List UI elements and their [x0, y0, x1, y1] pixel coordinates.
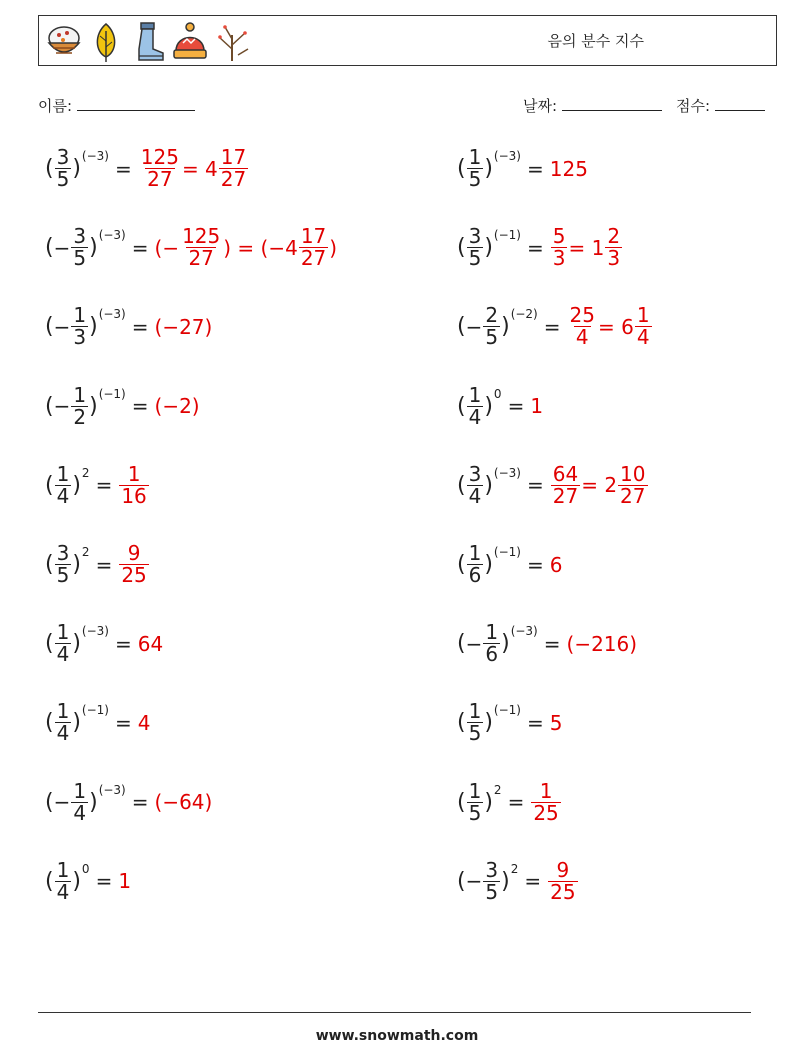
exponent: (−3) — [493, 149, 521, 163]
name-field[interactable] — [38, 95, 195, 116]
answer-text: = 1 — [568, 235, 605, 260]
open-paren: ( — [457, 314, 466, 340]
worksheet-title: 음의 분수 지수 — [547, 32, 644, 50]
equals-sign: = — [95, 552, 113, 577]
denominator: 27 — [552, 483, 579, 508]
exponent: (−1) — [493, 703, 521, 718]
problem — [457, 622, 637, 665]
answer — [567, 305, 653, 348]
equals-sign: = — [131, 790, 149, 815]
exponent: (−3) — [98, 228, 126, 243]
base-fraction — [71, 778, 88, 825]
denominator: 4 — [56, 642, 70, 667]
denominator: 5 — [56, 167, 70, 191]
problem — [45, 461, 150, 508]
answer — [155, 226, 338, 269]
open-paren: ( — [45, 472, 54, 498]
answer-text: (−64) — [154, 790, 213, 815]
answer — [118, 543, 149, 586]
close-paren: ) — [484, 789, 493, 815]
equals-sign: = — [526, 710, 544, 735]
equals-sign: = — [543, 314, 561, 339]
score-label: 점수: — [676, 97, 711, 115]
answer-fraction — [605, 226, 622, 269]
base-fraction — [467, 701, 484, 744]
problem — [457, 543, 562, 586]
denominator: 25 — [533, 800, 559, 825]
open-paren: ( — [457, 789, 466, 815]
answer-fraction — [551, 226, 568, 269]
branch-icon — [213, 21, 251, 63]
answer-fraction — [119, 543, 148, 586]
close-paren: ) — [501, 868, 510, 894]
numerator: 1 — [468, 382, 482, 407]
basket-icon — [45, 21, 83, 63]
denominator: 5 — [73, 246, 87, 271]
denominator: 5 — [485, 879, 499, 904]
footer-divider — [38, 1012, 751, 1013]
denominator: 27 — [188, 246, 214, 271]
exponent: (−3) — [98, 307, 126, 322]
close-paren: ) — [72, 868, 81, 894]
numerator: 125 — [140, 145, 179, 169]
base-fraction — [55, 461, 72, 508]
exponent: 2 — [493, 782, 502, 797]
answer — [155, 394, 200, 418]
base-fraction — [483, 857, 500, 904]
close-paren: ) — [89, 789, 98, 815]
answer-fraction — [618, 461, 647, 508]
answer-text: 6 — [549, 552, 563, 577]
exponent: (−1) — [493, 228, 521, 243]
base-fraction — [467, 778, 484, 825]
equals-sign: = — [543, 631, 561, 656]
equals-sign: = — [507, 790, 525, 815]
answer-text: 64 — [137, 631, 164, 656]
numerator: 1 — [468, 145, 482, 169]
base-fraction — [467, 226, 484, 269]
footer-url: www.snowmath.com — [315, 1028, 479, 1044]
open-paren: ( — [45, 393, 54, 419]
open-paren: ( — [457, 156, 466, 181]
open-paren: ( — [45, 552, 54, 577]
close-paren: ) — [89, 314, 98, 340]
equals-sign: = — [526, 473, 544, 498]
close-paren: ) — [484, 393, 493, 419]
date-field[interactable] — [523, 95, 662, 116]
numerator: 1 — [468, 778, 482, 803]
numerator: 1 — [73, 303, 87, 328]
denominator: 5 — [468, 246, 482, 271]
score-field[interactable] — [676, 95, 765, 116]
numerator: 17 — [300, 224, 327, 249]
base-fraction — [483, 622, 500, 665]
answer-fraction — [531, 778, 560, 825]
close-paren: ) — [501, 314, 510, 340]
problem — [457, 461, 649, 508]
exponent: (−2) — [510, 307, 538, 322]
answer-fraction — [180, 226, 222, 269]
numerator: 5 — [552, 224, 566, 249]
base-fraction — [55, 147, 72, 190]
problem — [457, 778, 562, 825]
equals-sign: = — [95, 869, 113, 894]
answer — [138, 711, 151, 735]
minus-sign: − — [53, 314, 71, 339]
answer — [118, 461, 149, 508]
problem — [457, 147, 588, 190]
open-paren: ( — [457, 631, 466, 657]
answer-fraction — [299, 226, 328, 269]
numerator: 3 — [468, 224, 482, 249]
base-fraction — [55, 857, 72, 904]
equals-sign: = — [95, 473, 113, 498]
exponent: (−1) — [493, 545, 521, 559]
answer-text: = 6 — [597, 314, 634, 339]
base-fraction — [483, 305, 500, 348]
denominator: 5 — [468, 721, 482, 746]
answer — [567, 632, 638, 656]
name-label: 이름: — [38, 97, 73, 115]
close-paren: ) — [484, 710, 493, 736]
answer — [138, 147, 249, 190]
denominator: 27 — [220, 167, 247, 191]
equals-sign: = — [114, 631, 132, 656]
date-line[interactable] — [562, 96, 662, 111]
equals-sign: = — [131, 314, 149, 339]
close-paren: ) — [484, 472, 493, 498]
numerator: 2 — [607, 224, 621, 249]
close-paren: ) — [89, 393, 98, 419]
exponent: (−3) — [98, 782, 126, 797]
minus-sign: − — [53, 790, 71, 815]
close-paren: ) — [484, 235, 493, 261]
answer — [547, 857, 578, 904]
name-line[interactable] — [77, 96, 195, 111]
answer — [550, 226, 623, 269]
exponent: (−3) — [510, 624, 538, 639]
problem — [45, 622, 163, 665]
exponent: 2 — [81, 545, 90, 559]
answer — [155, 315, 213, 339]
numerator: 25 — [569, 303, 595, 328]
base-fraction — [55, 701, 72, 744]
denominator: 4 — [468, 483, 482, 508]
open-paren: ( — [45, 235, 54, 261]
denominator: 27 — [147, 167, 173, 191]
answer — [550, 461, 649, 508]
problem — [45, 857, 132, 904]
denominator: 16 — [121, 483, 147, 508]
close-paren: ) — [72, 631, 81, 657]
date-label: 날짜: — [523, 97, 558, 115]
denominator: 4 — [636, 325, 650, 350]
denominator: 6 — [485, 642, 499, 667]
equals-sign: = — [114, 156, 132, 181]
equals-sign: = — [131, 235, 149, 260]
answer — [118, 869, 131, 893]
numerator: 1 — [127, 461, 141, 486]
answer-text: = 2 — [581, 473, 618, 498]
denominator: 4 — [73, 800, 87, 825]
icon-strip — [45, 20, 251, 64]
denominator: 6 — [468, 563, 482, 587]
equals-sign: = — [524, 869, 542, 894]
minus-sign: − — [53, 235, 71, 260]
close-paren: ) — [89, 235, 98, 261]
close-paren: ) — [484, 156, 493, 181]
answer-fraction — [219, 147, 248, 190]
denominator: 4 — [575, 325, 589, 350]
answer — [550, 711, 563, 735]
base-fraction — [467, 543, 484, 586]
answer-text: (−216) — [566, 631, 638, 656]
minus-sign: − — [465, 631, 483, 656]
problem — [457, 701, 562, 744]
denominator: 25 — [121, 563, 147, 587]
equals-sign: = — [526, 235, 544, 260]
base-fraction — [71, 382, 88, 429]
answer-text: ) — [329, 235, 338, 260]
exponent: 0 — [493, 386, 502, 401]
answer-fraction — [119, 461, 148, 508]
base-fraction — [71, 226, 88, 269]
denominator: 27 — [620, 483, 646, 508]
open-paren: ( — [457, 710, 466, 736]
answer-text: (− — [154, 235, 180, 260]
numerator: 2 — [485, 303, 499, 328]
close-paren: ) — [72, 710, 81, 736]
equals-sign: = — [114, 710, 132, 735]
base-fraction — [467, 461, 484, 508]
denominator: 3 — [73, 325, 87, 350]
numerator: 3 — [468, 461, 482, 486]
numerator: 1 — [73, 382, 87, 407]
answer — [155, 790, 213, 814]
answer-text: 5 — [549, 710, 563, 735]
numerator: 1 — [468, 699, 482, 724]
numerator: 1 — [539, 778, 553, 803]
score-line[interactable] — [715, 96, 765, 111]
open-paren: ( — [457, 393, 466, 419]
open-paren: ( — [45, 156, 54, 181]
answer — [138, 632, 163, 656]
denominator: 4 — [56, 879, 70, 904]
base-fraction — [467, 382, 484, 429]
exponent: 0 — [81, 861, 90, 876]
answer-fraction — [548, 857, 577, 904]
denominator: 4 — [468, 404, 482, 429]
denominator: 3 — [552, 246, 566, 271]
close-paren: ) — [72, 472, 81, 498]
close-paren: ) — [501, 631, 510, 657]
exponent: (−1) — [98, 386, 126, 401]
equals-sign: = — [526, 156, 544, 181]
close-paren: ) — [72, 156, 81, 181]
answer-text: 4 — [137, 710, 151, 735]
leaf-icon — [87, 21, 125, 63]
problem — [457, 382, 544, 429]
exponent: (−1) — [81, 703, 109, 718]
numerator: 1 — [468, 541, 482, 565]
worksheet-header — [38, 15, 777, 66]
problem — [45, 701, 150, 744]
answer — [550, 157, 588, 181]
base-fraction — [467, 147, 484, 190]
answer-text: 125 — [549, 156, 588, 181]
numerator: 10 — [620, 461, 646, 486]
problem — [45, 147, 249, 190]
equals-sign: = — [131, 394, 149, 419]
numerator: 3 — [73, 224, 87, 249]
denominator: 3 — [607, 246, 621, 271]
open-paren: ( — [45, 789, 54, 815]
denominator: 2 — [73, 404, 87, 429]
numerator: 1 — [636, 303, 650, 328]
answer-text: (−2) — [154, 394, 200, 419]
numerator: 1 — [73, 778, 87, 803]
open-paren: ( — [457, 235, 466, 261]
numerator: 1 — [56, 699, 70, 724]
numerator: 64 — [552, 461, 579, 486]
exponent: (−3) — [81, 149, 109, 163]
numerator: 9 — [127, 541, 141, 565]
numerator: 1 — [485, 620, 499, 645]
open-paren: ( — [457, 472, 466, 498]
denominator: 5 — [468, 800, 482, 825]
minus-sign: − — [465, 314, 483, 339]
problem — [45, 382, 200, 429]
answer — [530, 778, 561, 825]
answer-text: (−27) — [154, 314, 213, 339]
open-paren: ( — [45, 710, 54, 736]
problem — [457, 226, 623, 269]
answer — [550, 553, 563, 577]
denominator: 4 — [56, 483, 70, 508]
exponent: 2 — [81, 465, 90, 480]
base-fraction — [55, 622, 72, 665]
close-paren: ) — [72, 552, 81, 577]
base-fraction — [71, 305, 88, 348]
open-paren: ( — [457, 552, 466, 577]
numerator: 125 — [182, 224, 221, 249]
problem — [457, 857, 579, 904]
numerator: 1 — [56, 620, 70, 645]
answer-text: 1 — [530, 394, 544, 419]
minus-sign: − — [53, 394, 71, 419]
answer-fraction — [139, 147, 181, 190]
hat-icon — [171, 21, 209, 63]
answer-text: ) = (−4 — [223, 235, 298, 260]
boot-icon — [129, 21, 167, 63]
close-paren: ) — [484, 552, 493, 577]
numerator: 3 — [56, 541, 70, 565]
numerator: 3 — [485, 857, 499, 882]
answer-text: = 4 — [181, 156, 218, 181]
numerator: 17 — [220, 145, 247, 169]
problem — [457, 305, 653, 348]
denominator: 25 — [550, 879, 576, 904]
equals-sign: = — [526, 552, 544, 577]
numerator: 9 — [556, 857, 570, 882]
answer-fraction — [635, 305, 652, 348]
answer — [530, 394, 543, 418]
base-fraction — [55, 543, 72, 586]
problem — [45, 226, 337, 269]
answer-fraction — [568, 305, 597, 348]
open-paren: ( — [45, 868, 54, 894]
numerator: 3 — [56, 145, 70, 169]
open-paren: ( — [45, 631, 54, 657]
open-paren: ( — [45, 314, 54, 340]
open-paren: ( — [457, 868, 466, 894]
problem — [45, 543, 150, 586]
exponent: (−3) — [81, 624, 109, 639]
denominator: 5 — [468, 167, 482, 191]
numerator: 1 — [56, 461, 70, 486]
minus-sign: − — [465, 869, 483, 894]
denominator: 5 — [485, 325, 499, 350]
problem — [45, 305, 212, 348]
equals-sign: = — [507, 394, 525, 419]
exponent: (−3) — [493, 465, 521, 480]
denominator: 5 — [56, 563, 70, 587]
answer-fraction — [551, 461, 580, 508]
problem — [45, 778, 213, 825]
answer-text: 1 — [118, 869, 132, 894]
numerator: 1 — [56, 857, 70, 882]
denominator: 4 — [56, 721, 70, 746]
denominator: 27 — [300, 246, 327, 271]
exponent: 2 — [510, 861, 519, 876]
